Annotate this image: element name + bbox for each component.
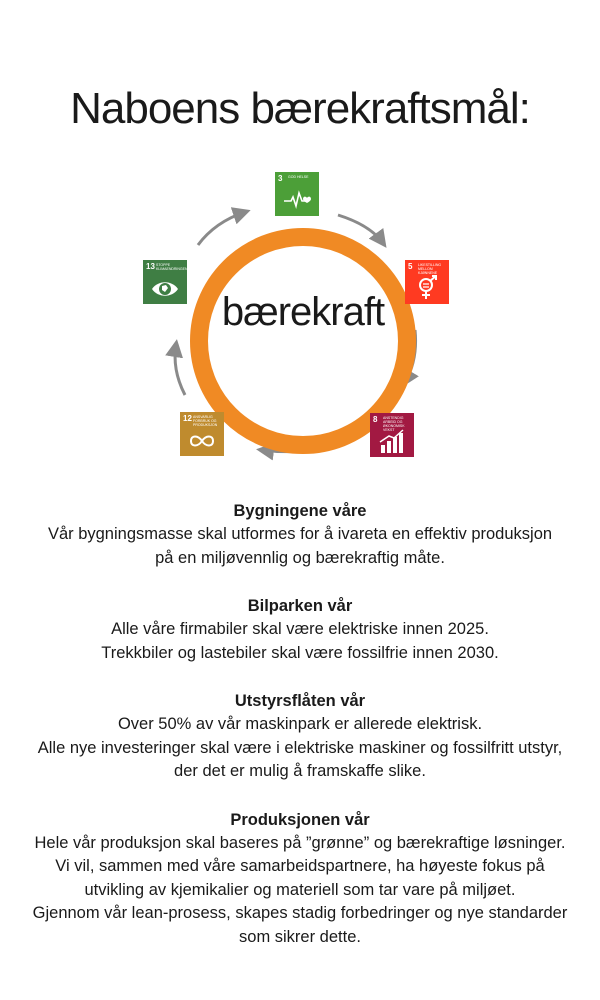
infinity-icon xyxy=(187,427,217,453)
center-label: bærekraft xyxy=(221,290,385,334)
sdg-goal-8 xyxy=(370,413,414,457)
section-line: Vi vil, sammen med våre samarbeidspartnere, ha høyeste fokus på xyxy=(55,857,545,875)
heartbeat-icon xyxy=(282,187,312,213)
goal-label: GOD HELSE xyxy=(288,175,309,179)
section-line: Hele vår produksjon skal baseres på ”grønne” og bærekraftige løsninger. xyxy=(34,833,566,852)
section-heading: Produksjonen vår xyxy=(230,810,370,829)
section-vehicles xyxy=(0,595,600,665)
section-equipment xyxy=(0,690,600,784)
section-line: utvikling av kjemikalier og materiell som tar vare på miljøet. xyxy=(84,880,516,899)
section-heading: Bilparken vår xyxy=(247,597,353,615)
sdg-goal-3 xyxy=(275,172,319,216)
section-line: Gjennom vår lean-prosess, skapes stadig forbedringer og nye standarder xyxy=(32,904,568,922)
section-line: på en miljøvennlig og bærekraftig måte. xyxy=(155,548,445,567)
goal-label: LIKESTILLING MELLOM KJØNNENE xyxy=(418,263,442,275)
section-line: Vår bygningsmasse skal utformes for å ivareta en effektiv produksjon xyxy=(47,525,553,543)
goal-label: STOPPE KLIMAENDRINGENE xyxy=(156,263,190,271)
sdg-goal-5 xyxy=(405,260,449,304)
section-line: Alle våre firmabiler skal være elektriske innen 2025. xyxy=(111,620,489,638)
section-line: som sikrer dette. xyxy=(239,927,361,946)
section-line: Over 50% av vår maskinpark er allerede elektrisk. xyxy=(117,715,483,733)
goal-label: ANSTENDIG ARBEID OG ØKONOMISK VEKST xyxy=(383,416,405,432)
sdg-goal-13 xyxy=(143,260,190,304)
goal-number: 5 xyxy=(408,262,413,271)
section-line: Alle nye investeringer skal være i elektriske maskiner og fossilfritt utstyr, xyxy=(37,738,563,757)
goal-number: 12 xyxy=(183,414,192,423)
growth-chart-icon xyxy=(377,428,407,454)
section-heading: Bygningene våre xyxy=(233,502,367,520)
goal-number: 3 xyxy=(278,174,283,183)
eye-globe-icon xyxy=(150,275,180,301)
sustainability-diagram xyxy=(0,0,600,480)
arrow-13-to-3 xyxy=(198,212,245,245)
goal-label: ANSVARLIG FORBRUK OG PRODUKSJON xyxy=(193,415,218,427)
gender-equality-icon xyxy=(412,275,442,301)
section-line: Trekkbiler og lastebiler skal være fossilfrie innen 2030. xyxy=(101,643,499,662)
goal-number: 13 xyxy=(146,262,155,271)
section-production xyxy=(0,809,600,950)
page-title: Naboens bærekraftsmål: xyxy=(70,84,530,134)
section-line: der det er mulig å framskaffe slike. xyxy=(174,762,426,780)
sdg-goal-12 xyxy=(180,412,224,456)
arrow-12-to-13 xyxy=(175,345,185,395)
goal-number: 8 xyxy=(373,415,378,424)
goals-text xyxy=(0,500,600,974)
section-heading: Utstyrsflåten vår xyxy=(234,692,366,710)
section-buildings xyxy=(0,500,600,570)
